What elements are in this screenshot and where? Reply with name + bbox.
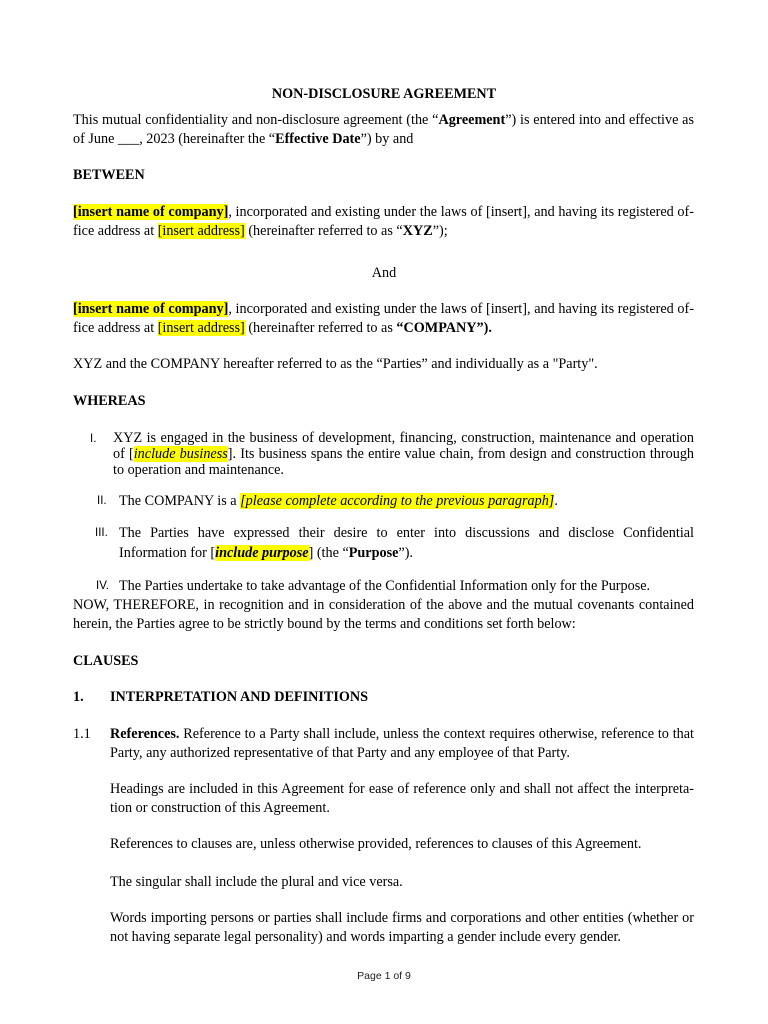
effective-date-term: Effective Date: [275, 130, 361, 147]
complete-placeholder: [please complete according to the previous paragraph]: [240, 493, 555, 509]
now-therefore-paragraph: NOW, THEREFORE, in recognition and in consideration of the above and the mutual covenants contained herein, the Parties agree to be strictly bound by the terms and conditions set forth below:: [73, 597, 694, 632]
parties-definition: XYZ and the COMPANY hereafter referred to as the “Parties” and individually as a "Party".: [73, 356, 598, 372]
intro-text: ”) by and: [360, 130, 414, 147]
clause-paragraph: Headings are included in this Agreement for ease of reference only and shall not affect the interpretation or construction of this Agreement.: [110, 781, 694, 816]
clauses-heading: CLAUSES: [73, 653, 139, 669]
recital-segment: The COMPANY is a: [119, 493, 241, 509]
clause-paragraph: References to clauses are, unless otherwise provided, references to clauses of this Agreement.: [110, 836, 642, 852]
recital-segment: ]. Its business spans the entire value chain, from design and construction through to operation and maintenance.: [113, 446, 695, 478]
recital-text: [119, 524, 694, 563]
between-heading: BETWEEN: [73, 167, 145, 183]
business-placeholder: include business: [133, 446, 228, 462]
recital-segment: ] (the “: [308, 544, 349, 561]
clause-heading: References.: [110, 726, 180, 742]
recital-segment: XYZ is engaged in the business of development, financing, construction, maintenance and operation of [: [113, 430, 694, 462]
and-separator: And: [371, 265, 397, 281]
intro-text: ”) is entered into and effective as of June ___, 2023 (hereinafter the “: [73, 112, 694, 147]
party-text: , incorporated and existing under the laws of [insert], and having its registered office address at: [73, 204, 694, 239]
recital-text: [119, 492, 694, 511]
company-name-placeholder: [insert name of company]: [73, 204, 229, 220]
document-title: NON-DISCLOSURE AGREEMENT: [271, 86, 497, 102]
company-name-placeholder: [insert name of company]: [73, 301, 229, 317]
recital-segment: ”).: [398, 544, 413, 561]
whereas-heading: WHEREAS: [73, 393, 146, 409]
recital-text: The Parties undertake to take advantage of the Confidential Information only for the Purpose.: [119, 578, 651, 594]
party-text: (hereinafter referred to as “: [244, 222, 403, 239]
clause-paragraph: The singular shall include the plural and vice versa.: [110, 874, 403, 890]
section-title: INTERPRETATION AND DEFINITIONS: [110, 689, 369, 705]
intro-text: This mutual confidentiality and non-disclosure agreement (the “: [73, 112, 439, 128]
clause-number: 1.1: [73, 726, 91, 742]
clause-references: [110, 725, 694, 762]
recital-numeral: III.: [95, 527, 108, 539]
party-text: (hereinafter referred to as: [244, 319, 397, 336]
party-defined-name: “COMPANY”).: [396, 319, 492, 336]
clause-text: Reference to a Party shall include, unless the context requires otherwise, reference to that Party, any authorized representative of that Party and any employee of that Party.: [110, 726, 694, 761]
recital-text: [113, 430, 694, 478]
party-text: , incorporated and existing under the laws of [insert], and having its registered office address at: [73, 301, 694, 336]
clause-paragraph: Words importing persons or parties shall include firms and corporations and other entities (whether or not having separate legal personality) and words imparting a gender include every gender.: [110, 910, 694, 945]
party-xyz-paragraph: [73, 203, 694, 240]
party-defined-name: XYZ: [402, 222, 433, 239]
recital-segment: .: [554, 493, 558, 509]
address-placeholder: [insert address]: [157, 222, 245, 239]
recital-numeral: IV.: [96, 580, 110, 592]
party-text: ”);: [432, 222, 448, 239]
page-footer: Page 1 of 9: [357, 970, 411, 982]
purpose-placeholder: include purpose: [215, 544, 309, 561]
purpose-term: Purpose: [348, 544, 399, 561]
agreement-term: Agreement: [438, 112, 506, 128]
intro-paragraph: [73, 111, 694, 148]
recital-numeral: I.: [90, 433, 97, 445]
address-placeholder: [insert address]: [157, 319, 245, 336]
recital-segment: The Parties have expressed their desire to enter into discussions and disclose Confidential Information for [: [119, 525, 694, 561]
recital-numeral: II.: [97, 495, 107, 507]
section-number: 1.: [73, 689, 84, 705]
party-company-paragraph: [73, 300, 694, 337]
